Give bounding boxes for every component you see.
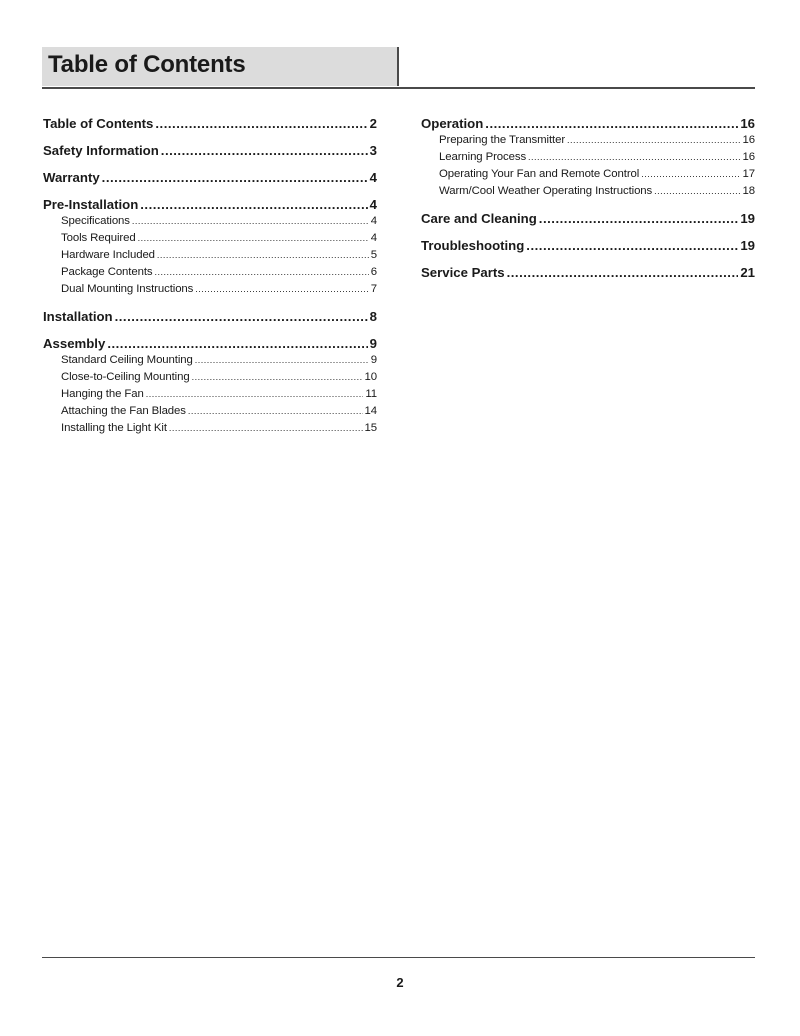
toc-section — [43, 336, 377, 437]
toc-entry-page: 21 — [740, 265, 755, 280]
toc-section — [43, 116, 377, 132]
toc-section — [43, 170, 377, 186]
toc-subentry-page: 7 — [370, 283, 377, 295]
dot-leader — [192, 369, 363, 386]
dot-leader — [154, 264, 368, 281]
toc-subentry[interactable] — [439, 149, 755, 166]
toc-entry-label: Safety Information — [43, 143, 159, 158]
toc-entry[interactable] — [43, 309, 377, 325]
toc-subentry-label: Installing the Light Kit — [61, 422, 167, 434]
dot-leader — [155, 116, 367, 132]
toc-entry[interactable] — [421, 116, 755, 132]
toc-subentry[interactable] — [61, 230, 377, 247]
toc-subentry-page: 16 — [742, 151, 755, 163]
toc-section — [43, 309, 377, 325]
dot-leader — [528, 149, 740, 166]
dot-leader — [485, 116, 738, 132]
page-header — [42, 47, 755, 89]
dot-leader — [115, 309, 368, 325]
toc-section — [421, 265, 755, 281]
toc-entry-page: 16 — [740, 116, 755, 131]
toc-entry-label: Pre-Installation — [43, 197, 139, 212]
toc-subentry-label: Close-to-Ceiling Mounting — [61, 371, 190, 383]
toc-subentry-page: 15 — [364, 422, 377, 434]
toc-section — [421, 211, 755, 227]
toc-entry[interactable] — [43, 336, 377, 352]
toc-entry-page: 19 — [740, 211, 755, 226]
toc-entry-page: 3 — [369, 143, 377, 158]
dot-leader — [539, 211, 739, 227]
dot-leader — [654, 183, 740, 200]
toc-subentry[interactable] — [61, 369, 377, 386]
toc-entry[interactable] — [43, 197, 377, 213]
toc-left-column — [43, 116, 377, 437]
dot-leader — [140, 197, 367, 213]
page-title: Table of Contents — [48, 51, 246, 78]
toc-subentry-label: Package Contents — [61, 266, 153, 278]
toc-entry-label: Service Parts — [421, 265, 505, 280]
dot-leader — [146, 386, 364, 403]
toc-subentry-label: Standard Ceiling Mounting — [61, 354, 193, 366]
header-title-box — [42, 47, 399, 86]
dot-leader — [132, 213, 369, 230]
dot-leader — [195, 352, 369, 369]
toc-entry-label: Troubleshooting — [421, 238, 525, 253]
dot-leader — [107, 336, 367, 352]
dot-leader — [169, 420, 363, 437]
toc-right-column — [421, 116, 755, 281]
toc-subentry-page: 4 — [370, 232, 377, 244]
toc-entry-label: Care and Cleaning — [421, 211, 537, 226]
dot-leader — [507, 265, 739, 281]
footer-divider — [42, 957, 755, 958]
toc-subentry[interactable] — [61, 403, 377, 420]
toc-entry-label: Table of Contents — [43, 116, 154, 131]
toc-subentry-page: 16 — [742, 134, 755, 146]
toc-entry[interactable] — [421, 238, 755, 254]
toc-entry-page: 8 — [369, 309, 377, 324]
toc-subentry[interactable] — [439, 183, 755, 200]
toc-subentry[interactable] — [61, 281, 377, 298]
dot-leader — [161, 143, 368, 159]
toc-subentry-page: 4 — [370, 215, 377, 227]
toc-subentry-page: 14 — [364, 405, 377, 417]
toc-entry-label: Assembly — [43, 336, 106, 351]
toc-subentry-page: 17 — [742, 168, 755, 180]
toc-subentry-label: Specifications — [61, 215, 130, 227]
toc-subentry-page: 9 — [370, 354, 377, 366]
dot-leader — [567, 132, 740, 149]
toc-entry-page: 19 — [740, 238, 755, 253]
toc-subentry-label: Warm/Cool Weather Operating Instructions — [439, 185, 653, 197]
toc-subentry-label: Operating Your Fan and Remote Control — [439, 168, 640, 180]
dot-leader — [195, 281, 368, 298]
toc-entry[interactable] — [43, 143, 377, 159]
toc-section — [43, 143, 377, 159]
toc-subentry-label: Hanging the Fan — [61, 388, 144, 400]
dot-leader — [102, 170, 368, 186]
toc-entry-label: Installation — [43, 309, 113, 324]
toc-subentry[interactable] — [61, 352, 377, 369]
toc-entry-page: 4 — [369, 170, 377, 185]
dot-leader — [188, 403, 363, 420]
toc-subentry-page: 11 — [365, 388, 377, 400]
toc-subentry-page: 5 — [370, 249, 377, 261]
dot-leader — [526, 238, 738, 254]
dot-leader — [157, 247, 369, 264]
toc-section — [421, 238, 755, 254]
toc-entry[interactable] — [43, 116, 377, 132]
toc-subentry-label: Tools Required — [61, 232, 136, 244]
toc-entry-page: 9 — [369, 336, 377, 351]
toc-subentry-page: 10 — [364, 371, 377, 383]
page-number: 2 — [396, 975, 404, 990]
toc-subentry[interactable] — [61, 213, 377, 230]
toc-subentry-label: Learning Process — [439, 151, 527, 163]
toc-subentry-label: Hardware Included — [61, 249, 155, 261]
toc-subentry-label: Dual Mounting Instructions — [61, 283, 194, 295]
dot-leader — [641, 166, 740, 183]
dot-leader — [138, 230, 369, 247]
toc-subentry-page: 18 — [742, 185, 755, 197]
toc-subentry-label: Attaching the Fan Blades — [61, 405, 186, 417]
toc-subentry-page: 6 — [370, 266, 377, 278]
toc-entry[interactable] — [421, 211, 755, 227]
toc-entry-page: 4 — [369, 197, 377, 212]
toc-section — [421, 116, 755, 200]
toc-subentry[interactable] — [439, 166, 755, 183]
toc-entry-label: Operation — [421, 116, 484, 131]
toc-entry-page: 2 — [369, 116, 377, 131]
toc-entry[interactable] — [421, 265, 755, 281]
toc-subentry[interactable] — [61, 264, 377, 281]
toc-subentry[interactable] — [61, 247, 377, 264]
toc-subentry[interactable] — [61, 420, 377, 437]
toc-section — [43, 197, 377, 298]
toc-subentry-label: Preparing the Transmitter — [439, 134, 566, 146]
toc-subentry[interactable] — [439, 132, 755, 149]
toc-entry[interactable] — [43, 170, 377, 186]
toc-entry-label: Warranty — [43, 170, 100, 185]
toc-subentry[interactable] — [61, 386, 377, 403]
